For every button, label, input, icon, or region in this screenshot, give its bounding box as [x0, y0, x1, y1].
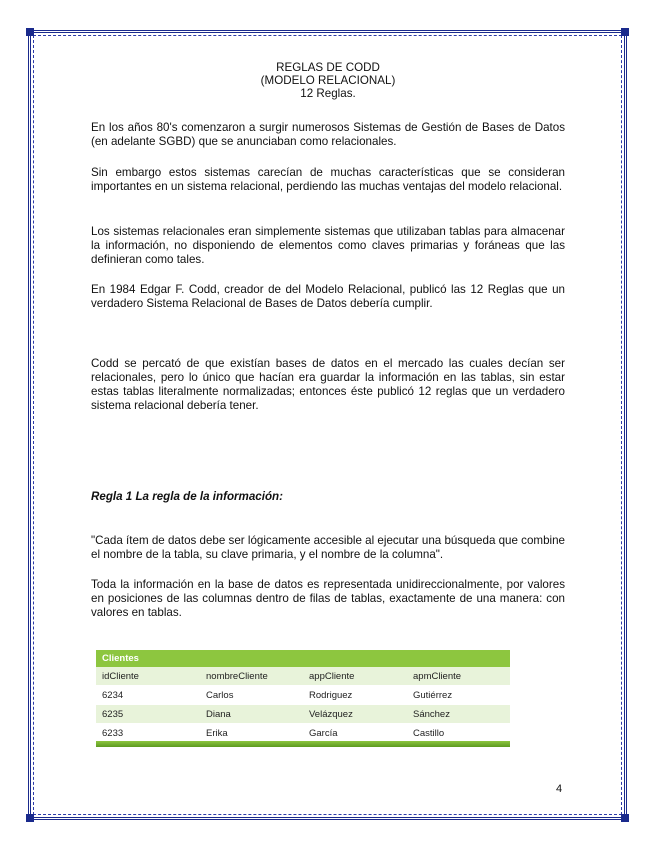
table-cell: Rodriguez — [303, 686, 407, 705]
corner-ornament-bottom-right — [621, 814, 629, 822]
paragraph-intro: En los años 80's comenzaron a surgir numerosos Sistemas de Gestión de Bases de Datos (en adelante SGBD) que se anunciaban como relacionales. — [91, 121, 565, 148]
clientes-table — [96, 650, 510, 747]
table-title: Clientes — [96, 650, 510, 667]
table-cell: Gutiérrez — [407, 686, 510, 705]
table-cell: 6233 — [96, 724, 200, 743]
column-header: nombreCliente — [200, 667, 303, 686]
column-header: idCliente — [96, 667, 200, 686]
rule-1-quote: "Cada ítem de datos debe ser lógicamente accesible al ejecutar una búsqueda que combine el nombre de la tabla, su clave primaria, y el nombre de la columna". — [91, 534, 565, 561]
corner-ornament-bottom-left — [26, 814, 34, 822]
title-line-1: REGLAS DE CODD — [276, 61, 380, 74]
table-bottom-bar — [96, 741, 510, 747]
table-cell: García — [303, 724, 407, 743]
page-number: 4 — [556, 783, 563, 795]
corner-ornament-top-right — [621, 28, 629, 36]
table-row — [96, 686, 510, 705]
column-header: appCliente — [303, 667, 407, 686]
table-cell: Diana — [200, 705, 303, 724]
title-line-3: 12 Reglas. — [300, 87, 356, 100]
paragraph-codd-1984: En 1984 Edgar F. Codd, creador de del Modelo Relacional, publicó las 12 Reglas que un verdadero Sistema Relacional de Bases de Datos debería cumplir. — [91, 283, 565, 310]
paragraph-codd-realized: Codd se percató de que existían bases de datos en el mercado las cuales decían ser relacionales, pero lo único que hacían era guardar la información en las tablas, sin estar estas tablas literalmente normalizadas; entonces éste publicó 12 reglas que un verdadero sistema relacional debería tener. — [91, 357, 565, 412]
table-cell: Carlos — [200, 686, 303, 705]
document-body — [91, 61, 565, 619]
table-cell: Velázquez — [303, 705, 407, 724]
document-title — [91, 61, 565, 100]
column-header: apmCliente — [407, 667, 510, 686]
table-cell: Castillo — [407, 724, 510, 743]
table-header-row — [96, 667, 510, 686]
table-row — [96, 705, 510, 724]
title-line-2: (MODELO RELACIONAL) — [260, 74, 396, 87]
table-grid — [96, 667, 510, 743]
table-cell: 6235 — [96, 705, 200, 724]
table-row — [96, 724, 510, 743]
paragraph-relational-systems: Los sistemas relacionales eran simplemente sistemas que utilizaban tablas para almacenar la información, no disponiendo de elementos como claves primarias y foráneas que las definieran como tales. — [91, 225, 565, 266]
paragraph-deficiencies: Sin embargo estos sistemas carecían de muchas características que se consideran importantes en un sistema relacional, perdiendo las muchas ventajas del modelo relacional. — [91, 166, 565, 193]
corner-ornament-top-left — [26, 28, 34, 36]
rule-1-heading: Regla 1 La regla de la información: — [91, 490, 283, 503]
rule-1-body: Toda la información en la base de datos es representada unidireccionalmente, por valores en posiciones de las columnas dentro de filas de tablas, exactamente de una manera: con valores en tablas. — [91, 578, 565, 619]
table-cell: Erika — [200, 724, 303, 743]
table-cell: 6234 — [96, 686, 200, 705]
table-cell: Sánchez — [407, 705, 510, 724]
